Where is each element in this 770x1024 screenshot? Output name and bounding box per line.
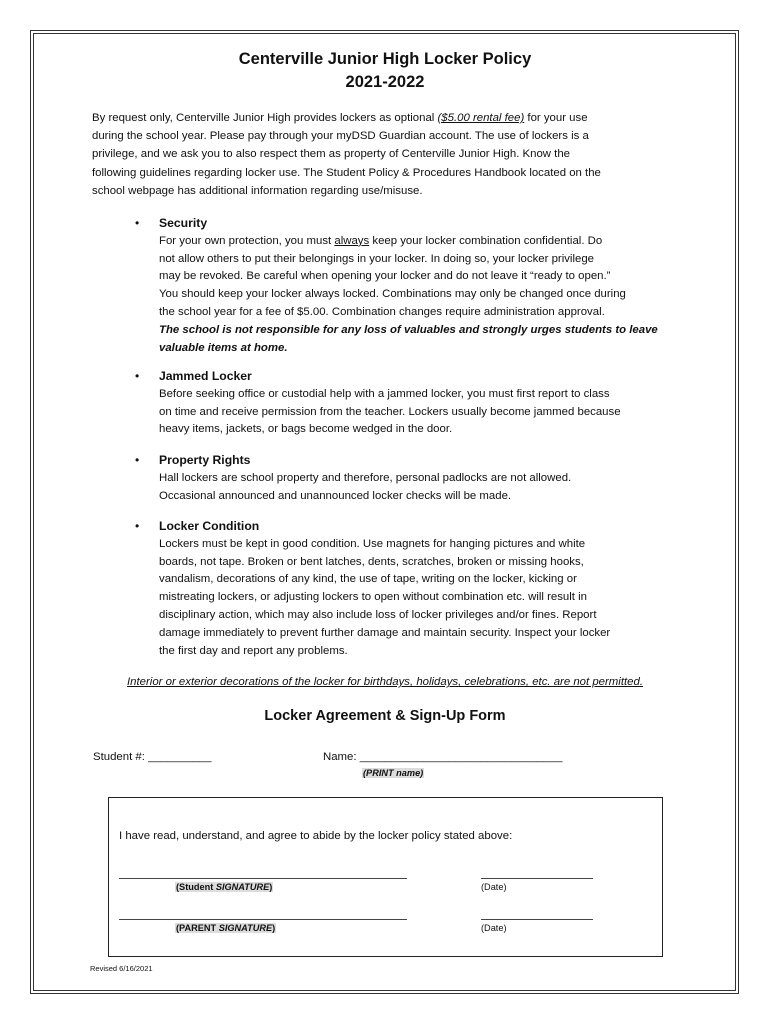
section-line: You should keep your locker always locked. Combinations may only be changed once during: [159, 288, 626, 301]
section-jammed-locker: [135, 368, 699, 439]
page-title: Centerville Junior High Locker Policy: [238, 50, 532, 68]
sig-label-text: SIGNATURE: [218, 923, 273, 933]
signature-box: [108, 797, 663, 957]
agreement-statement: I have read, understand, and agree to abide by the locker policy stated above:: [119, 830, 513, 842]
emphasis-always: always: [334, 234, 370, 247]
section-line: Occasional announced and unannounced locker checks will be made.: [159, 489, 512, 502]
section-line: not allow others to put their belongings in your locker. In doing so, your locker privilege: [159, 252, 594, 265]
section-property-rights: [135, 452, 699, 505]
section-line: disciplinary action, which may also include loss of locker privileges and/or fines. Report: [159, 608, 597, 621]
section-line: mistreating lockers, or adjusting lockers to open without combination etc. will result in: [159, 591, 587, 604]
intro-text: for your use: [524, 112, 588, 124]
liability-statement: The school is not responsible for any loss of valuables and strongly urges students to leave: [159, 323, 658, 336]
parent-signature-label: [175, 923, 276, 933]
section-locker-condition: [135, 518, 699, 660]
print-name-label: [362, 768, 424, 778]
section-line: vandalism, decorations of any kind, the use of tape, writing on the locker, kicking or: [159, 573, 577, 586]
bullet-icon: •: [135, 519, 140, 533]
bullet-icon: •: [135, 453, 140, 467]
section-text: For your own protection, you must: [159, 234, 335, 247]
intro-line: privilege, and we ask you to also respect them as property of Centerville Junior High. Know the: [92, 148, 571, 161]
sig-label-text: SIGNATURE: [215, 882, 270, 892]
decorations-notice: Interior or exterior decorations of the locker for birthdays, holidays, celebrations, etc. are not permitted.: [127, 676, 643, 688]
student-date-line[interactable]: [481, 878, 593, 879]
sig-label-text: (PARENT: [176, 923, 219, 933]
intro-paragraph: [92, 109, 692, 200]
section-text: keep your locker combination confidential. Do: [369, 234, 603, 247]
section-line: damage immediately to prevent further damage and maintain security. Inspect your locker: [159, 626, 611, 639]
rental-fee: ($5.00 rental fee): [437, 112, 525, 124]
liability-statement: valuable items at home.: [159, 341, 288, 354]
section-security: [135, 215, 699, 357]
section-line: may be revoked. Be careful when opening your locker and do not leave it “ready to open.”: [159, 270, 611, 283]
intro-line: during the school year. Please pay through your myDSD Guardian account. The use of lockers is a: [92, 130, 589, 143]
section-line: Lockers must be kept in good condition. Use magnets for hanging pictures and white: [159, 537, 586, 550]
section-line: the school year for a fee of $5.00. Combination changes require administration approval.: [159, 305, 605, 318]
section-line: Before seeking office or custodial help with a jammed locker, you must first report to class: [159, 387, 610, 400]
intro-line: [92, 109, 692, 127]
section-line: on time and receive permission from the teacher. Lockers usually become jammed because: [159, 405, 621, 418]
print-name-text: (PRINT name): [363, 768, 424, 778]
intro-text: By request only, Centerville Junior High provides lockers as optional: [92, 112, 438, 124]
section-line: [159, 233, 699, 251]
intro-line: following guidelines regarding locker use. The Student Policy & Procedures Handbook located on the: [92, 166, 601, 179]
section-heading: Locker Condition: [159, 519, 260, 533]
student-signature-line[interactable]: [119, 878, 407, 879]
form-title: Locker Agreement & Sign-Up Form: [264, 708, 506, 724]
sig-label-text: ): [272, 923, 276, 933]
date-label: (Date): [481, 923, 507, 933]
section-line: heavy items, jackets, or bags become wedged in the door.: [159, 423, 453, 436]
section-line: the first day and report any problems.: [159, 644, 348, 657]
section-line: Hall lockers are school property and therefore, personal padlocks are not allowed.: [159, 471, 572, 484]
date-label: (Date): [481, 882, 507, 892]
section-heading: Jammed Locker: [159, 369, 252, 383]
name-field[interactable]: Name: ________________________________: [323, 751, 563, 763]
parent-date-line[interactable]: [481, 919, 593, 920]
section-heading: Property Rights: [159, 453, 251, 467]
section-heading: Security: [159, 216, 208, 230]
section-line: boards, not tape. Broken or bent latches, dents, scratches, broken or missing hooks,: [159, 555, 584, 568]
revised-date: Revised 6/16/2021: [90, 964, 153, 973]
school-year: 2021-2022: [345, 73, 425, 91]
bullet-icon: •: [135, 216, 140, 230]
sig-label-text: (Student: [176, 882, 216, 892]
student-number-field[interactable]: Student #: __________: [93, 751, 212, 763]
bullet-icon: •: [135, 369, 140, 383]
intro-line: school webpage has additional information regarding use/misuse.: [92, 184, 423, 197]
sig-label-text: ): [269, 882, 273, 892]
student-signature-label: [175, 882, 273, 892]
parent-signature-line[interactable]: [119, 919, 407, 920]
